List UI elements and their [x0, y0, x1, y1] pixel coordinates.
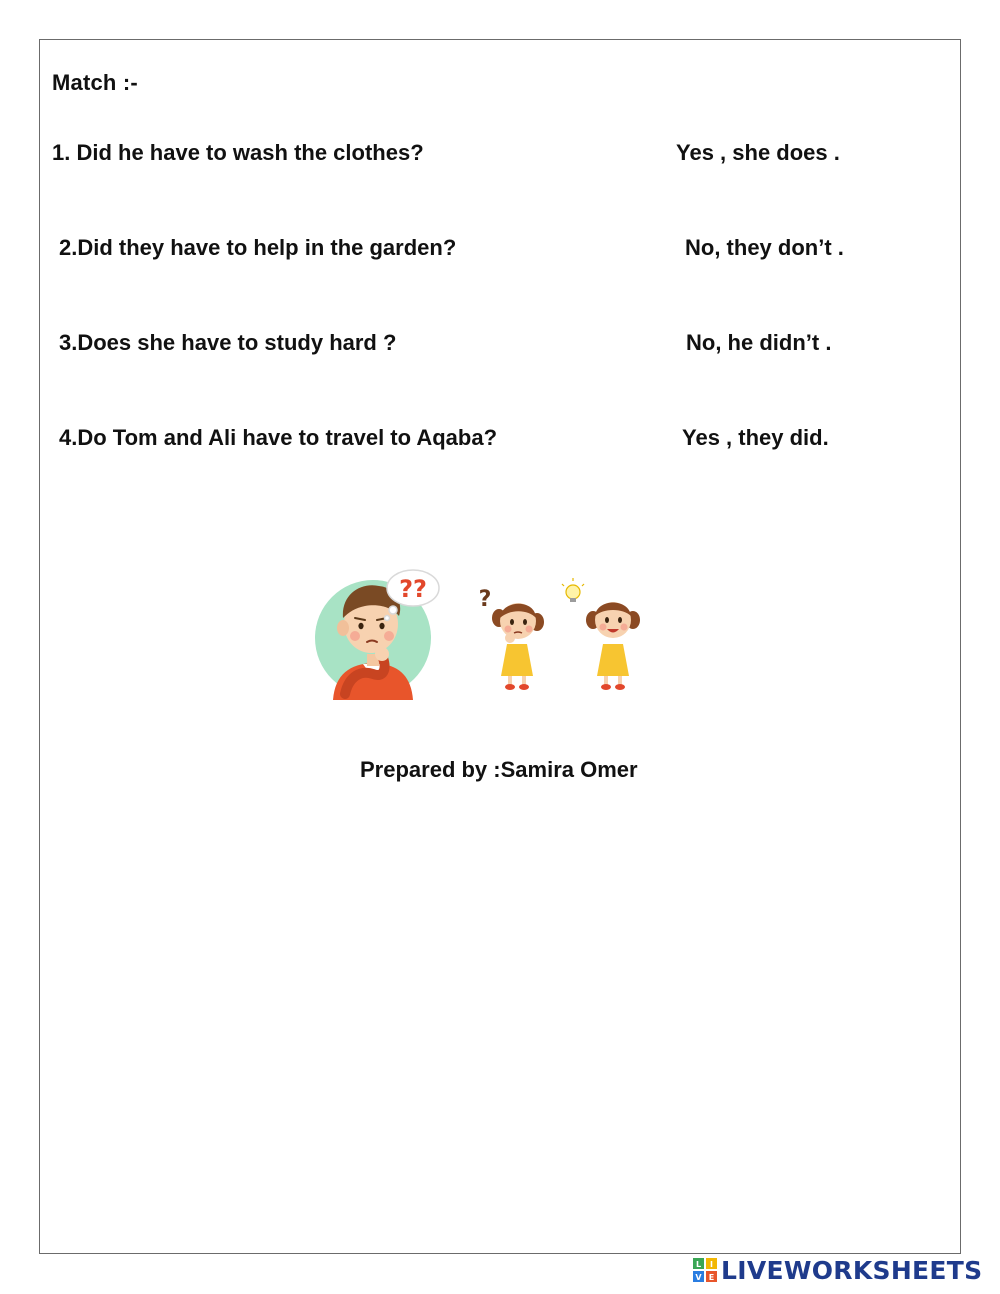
question-1: 1. Did he have to wash the clothes? — [52, 140, 424, 165]
svg-text:V: V — [695, 1273, 702, 1282]
liveworksheets-logo — [693, 1255, 982, 1285]
confused-girl-icon — [479, 587, 544, 690]
answer-3: No, he didn’t . — [686, 330, 832, 355]
liveworksheets-tile-icon — [693, 1258, 717, 1282]
lightbulb-icon — [562, 578, 584, 602]
svg-text:E: E — [708, 1273, 715, 1282]
worksheet-heading: Match :- — [52, 70, 138, 95]
question-2: 2.Did they have to help in the garden? — [59, 235, 457, 260]
answer-4: Yes , they did. — [682, 425, 829, 450]
svg-text:I: I — [710, 1260, 713, 1269]
question-3: 3.Does she have to study hard ? — [59, 330, 397, 355]
thought-bubble-text: ?? — [399, 575, 427, 603]
svg-text:L: L — [695, 1260, 702, 1269]
answer-2: No, they don’t . — [685, 235, 844, 260]
question-4: 4.Do Tom and Ali have to travel to Aqaba? — [59, 425, 498, 450]
thinking-kids-illustration — [305, 566, 655, 706]
liveworksheets-logo-text: LIVEWORKSHEETS — [721, 1255, 983, 1285]
girl-question-mark: ? — [478, 587, 492, 612]
idea-girl-icon — [562, 578, 640, 690]
credit-line: Prepared by :Samira Omer — [360, 757, 638, 782]
answer-1: Yes , she does . — [676, 140, 840, 165]
